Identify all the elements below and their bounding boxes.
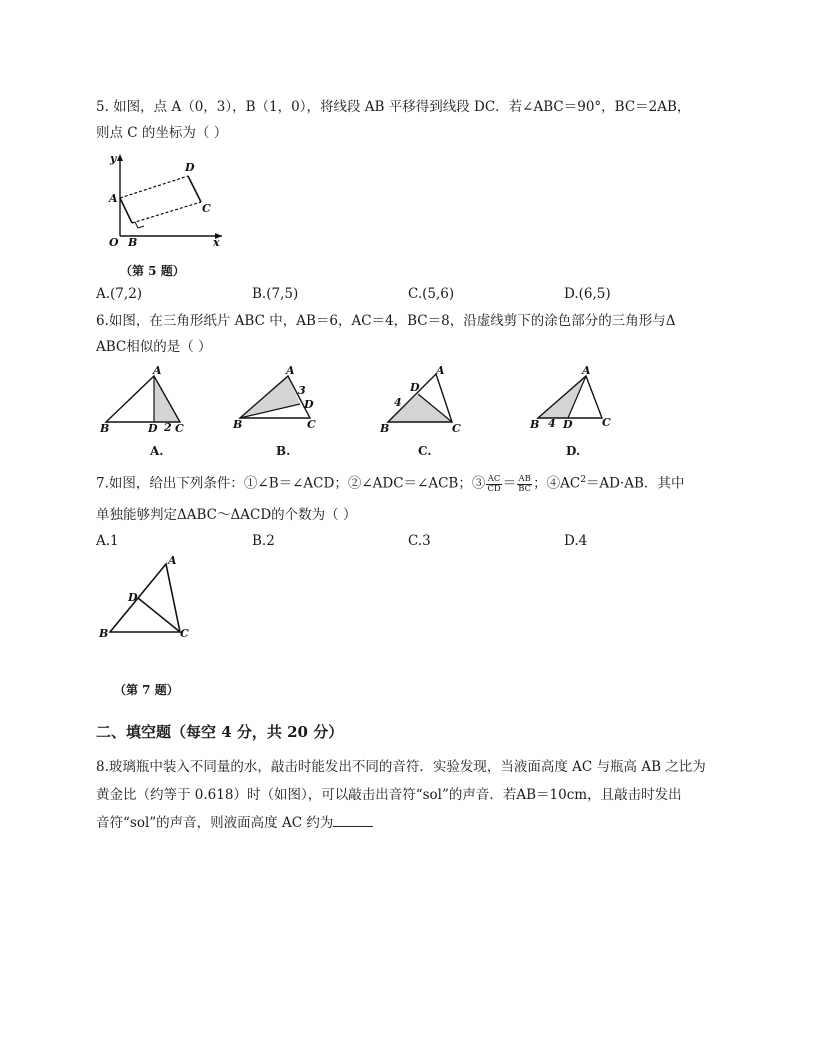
section-title: 二、填空题（每空 4 分，共 20 分）	[96, 723, 344, 741]
svg-text:4: 4	[394, 396, 402, 409]
svg-text:x: x	[213, 236, 220, 249]
svg-text:A: A	[109, 192, 118, 205]
svg-text:B: B	[530, 418, 540, 431]
q6-option-d[interactable]: D.	[566, 444, 581, 458]
q7-text-line2: 单独能够判定ΔABC～ΔACD的个数为（ ）	[96, 507, 357, 523]
svg-text:C: C	[202, 202, 211, 215]
segment-bc	[132, 202, 201, 223]
svg-text:2: 2	[164, 421, 172, 434]
svg-text:B: B	[99, 627, 109, 640]
svg-text:A: A	[436, 364, 445, 377]
svg-text:D: D	[304, 398, 314, 411]
q5-option-b[interactable]: B.(7,5)	[252, 286, 299, 302]
q6-option-a[interactable]: A.	[150, 444, 164, 458]
svg-text:C: C	[452, 422, 461, 435]
svg-text:B: B	[233, 418, 243, 431]
q6-figure-a	[96, 366, 192, 436]
q7-fraction-ac-cd: $\frac{AC}{CD}$	[487, 473, 501, 494]
svg-text:3: 3	[298, 384, 306, 397]
q8-text-line1: 8.玻璃瓶中装入不同量的水，敲击时能发出不同的音符．实验发现，当液面高度 AC 与瓶高 AB 之比为	[96, 759, 706, 775]
q8-text-line2: 黄金比（约等于 0.618）时（如图），可以敲击出音符“sol”的声音．若AB＝10cm，且敲击时发出	[96, 787, 682, 803]
svg-text:B: B	[128, 236, 138, 249]
q7-option-d[interactable]: D.4	[564, 533, 588, 549]
q7-text-line1: 7.如图，给出下列条件：①∠B＝∠ACD；②∠ADC＝∠ACB；③ $\frac{AC}{CD}$ ＝ $\frac{AB}{BC}$ ；$④AC^2=AD\cdot AB$．其中	[96, 473, 685, 494]
svg-text:B: B	[100, 422, 110, 435]
q7-caption: （第 7 题）	[114, 683, 179, 697]
q5-option-d[interactable]: D.(6,5)	[564, 286, 611, 302]
q6-option-c[interactable]: C.	[418, 444, 432, 458]
segment-dc	[188, 176, 201, 202]
svg-text:B: B	[380, 422, 390, 435]
q6-text-line2: ABC相似的是（ ）	[96, 339, 212, 355]
q6-figure-d	[530, 366, 626, 436]
q6-option-b[interactable]: B.	[276, 444, 291, 458]
segment-ab	[120, 198, 132, 223]
q7-fraction-ab-bc: $\frac{AB}{BC}$	[518, 473, 532, 494]
svg-text:A: A	[153, 364, 162, 377]
q5-text-line2: 则点 C 的坐标为（ ）	[96, 125, 228, 141]
svg-text:O: O	[109, 236, 119, 249]
q5-caption: （第 5 题）	[120, 264, 185, 278]
segment-ad	[120, 176, 188, 198]
svg-text:C: C	[307, 418, 316, 431]
q6-figure-b	[230, 366, 326, 436]
svg-text:D: D	[410, 381, 420, 394]
svg-text:A: A	[582, 364, 591, 377]
q5-figure	[96, 150, 236, 250]
q7-option-c[interactable]: C.3	[408, 533, 431, 549]
q5-option-a[interactable]: A.(7,2)	[96, 286, 143, 302]
svg-text:C: C	[180, 627, 189, 640]
svg-text:D: D	[185, 161, 195, 174]
q7-option-a[interactable]: A.1	[96, 533, 119, 549]
svg-text:A: A	[286, 364, 295, 377]
q6-figure-c	[378, 366, 474, 436]
q5-option-c[interactable]: C.(5,6)	[408, 286, 455, 302]
q8-answer-blank[interactable]	[333, 814, 373, 827]
svg-text:A: A	[168, 554, 177, 567]
svg-text:4: 4	[548, 417, 556, 430]
svg-text:D: D	[128, 591, 138, 604]
q7-figure	[96, 554, 206, 644]
svg-text:D: D	[563, 418, 573, 431]
q8-text-line3: 音符“sol”的声音，则液面高度 AC 约为	[96, 814, 373, 832]
q7-option-b[interactable]: B.2	[252, 533, 275, 549]
svg-text:y: y	[110, 152, 117, 165]
svg-text:D: D	[148, 422, 158, 435]
svg-text:C: C	[175, 422, 184, 435]
svg-text:C: C	[602, 416, 611, 429]
q6-text-line1: 6.如图，在三角形纸片 ABC 中，AB＝6，AC＝4，BC＝8，沿虚线剪下的涂色部分的三角形与Δ	[96, 313, 676, 329]
q5-text-line1: 5. 如图，点 A（0，3），B（1，0），将线段 AB 平移得到线段 DC．若∠ABC＝90°，BC＝2AB，	[96, 99, 691, 115]
